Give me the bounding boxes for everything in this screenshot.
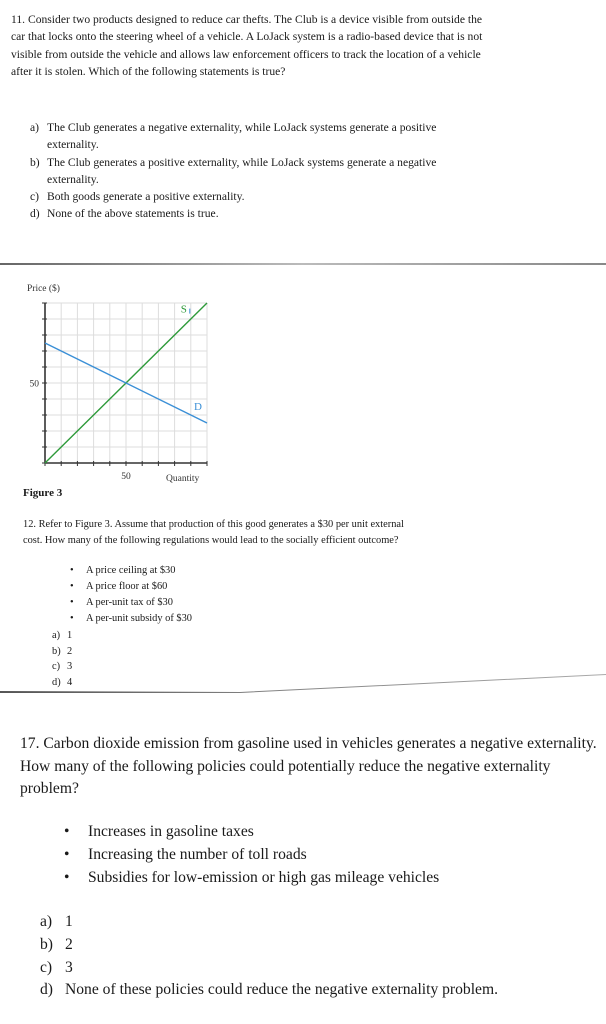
option-label: a): [40, 913, 53, 930]
bullet-item: [70, 595, 192, 611]
x-tick-label: 50: [121, 472, 131, 482]
bullet-text: A price ceiling at $30: [86, 565, 176, 576]
bullet-icon: •: [70, 597, 74, 608]
option-label: b): [52, 645, 61, 657]
option-label: d): [30, 207, 40, 221]
question-12-option-b[interactable]: [52, 644, 72, 660]
option-label: c): [52, 661, 61, 672]
question-11-option-b[interactable]: [30, 154, 480, 189]
option-label: c): [40, 958, 53, 976]
question-12-option-a[interactable]: [52, 628, 72, 644]
option-label: d): [40, 981, 53, 999]
question-17-option-a[interactable]: [40, 911, 498, 934]
bullet-item: [70, 611, 192, 627]
bullet-item: [70, 563, 192, 579]
bullet-icon: •: [64, 823, 70, 840]
question-17-option-d[interactable]: [40, 979, 498, 1002]
question-11-option-a[interactable]: [30, 119, 480, 154]
question-17-option-b[interactable]: [40, 934, 498, 957]
option-label: b): [40, 935, 53, 953]
option-text: The Club generates a negative externality, while LoJack systems generate a positive externality.: [47, 121, 437, 152]
figure-caption: Figure 3: [23, 487, 63, 499]
bullet-text: A per-unit subsidy of $30: [86, 613, 193, 624]
option-text: 1: [65, 913, 73, 930]
option-text: Both goods generate a positive externality.: [47, 190, 245, 204]
bullet-text: Subsidies for low-emission or high gas mileage vehicles: [88, 868, 440, 886]
section-divider: [0, 263, 606, 265]
demand-curve-label: D: [194, 401, 202, 414]
option-text: 1: [67, 630, 73, 641]
supply-curve-label: S: [180, 303, 187, 316]
bullet-icon: •: [70, 565, 74, 576]
option-label: b): [30, 155, 40, 169]
bullet-icon: •: [70, 581, 74, 592]
bullet-item: [64, 821, 439, 844]
question-12-bullet-list: [70, 563, 192, 627]
bullet-text: Increases in gasoline taxes: [88, 823, 254, 840]
x-axis-label: Quantity: [166, 474, 200, 484]
question-11-options: [30, 119, 480, 223]
option-text: None of the above statements is true.: [47, 207, 219, 221]
option-label: a): [30, 121, 40, 134]
question-17-bullet-list: [64, 821, 439, 889]
bullet-text: A price floor at $60: [86, 581, 168, 592]
option-label: d): [52, 676, 61, 688]
option-text: 4: [67, 676, 73, 688]
question-12-stem: 12. Refer to Figure 3. Assume that production of this good generates a $30 per unit external cost. How many of the following regulations would lead to the socially efficient outcome?: [23, 519, 404, 546]
option-label: a): [52, 630, 61, 641]
option-text: None of these policies could reduce the negative externality problem.: [65, 981, 499, 999]
section-divider: [0, 672, 606, 696]
y-tick-label: 50: [29, 379, 39, 390]
supply-demand-chart: [0, 278, 240, 488]
question-11-option-d[interactable]: [30, 205, 480, 222]
bullet-text: Increasing the number of toll roads: [88, 845, 307, 863]
option-label: c): [30, 190, 40, 204]
bullet-item: [70, 579, 192, 595]
bullet-text: A per-unit tax of $30: [86, 597, 173, 608]
bullet-item: [64, 867, 439, 890]
option-text: 3: [65, 958, 73, 976]
question-17-option-c[interactable]: [40, 957, 498, 980]
bullet-icon: •: [70, 613, 74, 624]
option-text: The Club generates a positive externality, while LoJack systems generate a negative externality.: [47, 155, 437, 186]
option-text: 2: [65, 935, 73, 953]
question-11-option-c[interactable]: [30, 188, 480, 205]
figure-3-chart: [0, 278, 240, 488]
option-text: 2: [67, 645, 73, 657]
bullet-icon: •: [64, 845, 70, 863]
option-text: 3: [67, 661, 73, 672]
y-axis-label: Price ($): [27, 284, 60, 294]
question-17-options: [40, 911, 498, 1002]
question-17-stem: 17. Carbon dioxide emission from gasoline used in vehicles generates a negative externality. How many of the following policies could potentially reduce the negative externality problem?: [20, 735, 597, 797]
bullet-icon: •: [64, 868, 70, 886]
bullet-item: [64, 844, 439, 867]
question-11-stem: 11. Consider two products designed to reduce car thefts. The Club is a device visible from outside the car that locks onto the steering wheel of a vehicle. A LoJack system is a radio-based device that is not visible from outside the vehicle and allows law enforcement officers to track the location of a vehicle after it is stolen. Which of the following statements is true?: [11, 13, 483, 78]
